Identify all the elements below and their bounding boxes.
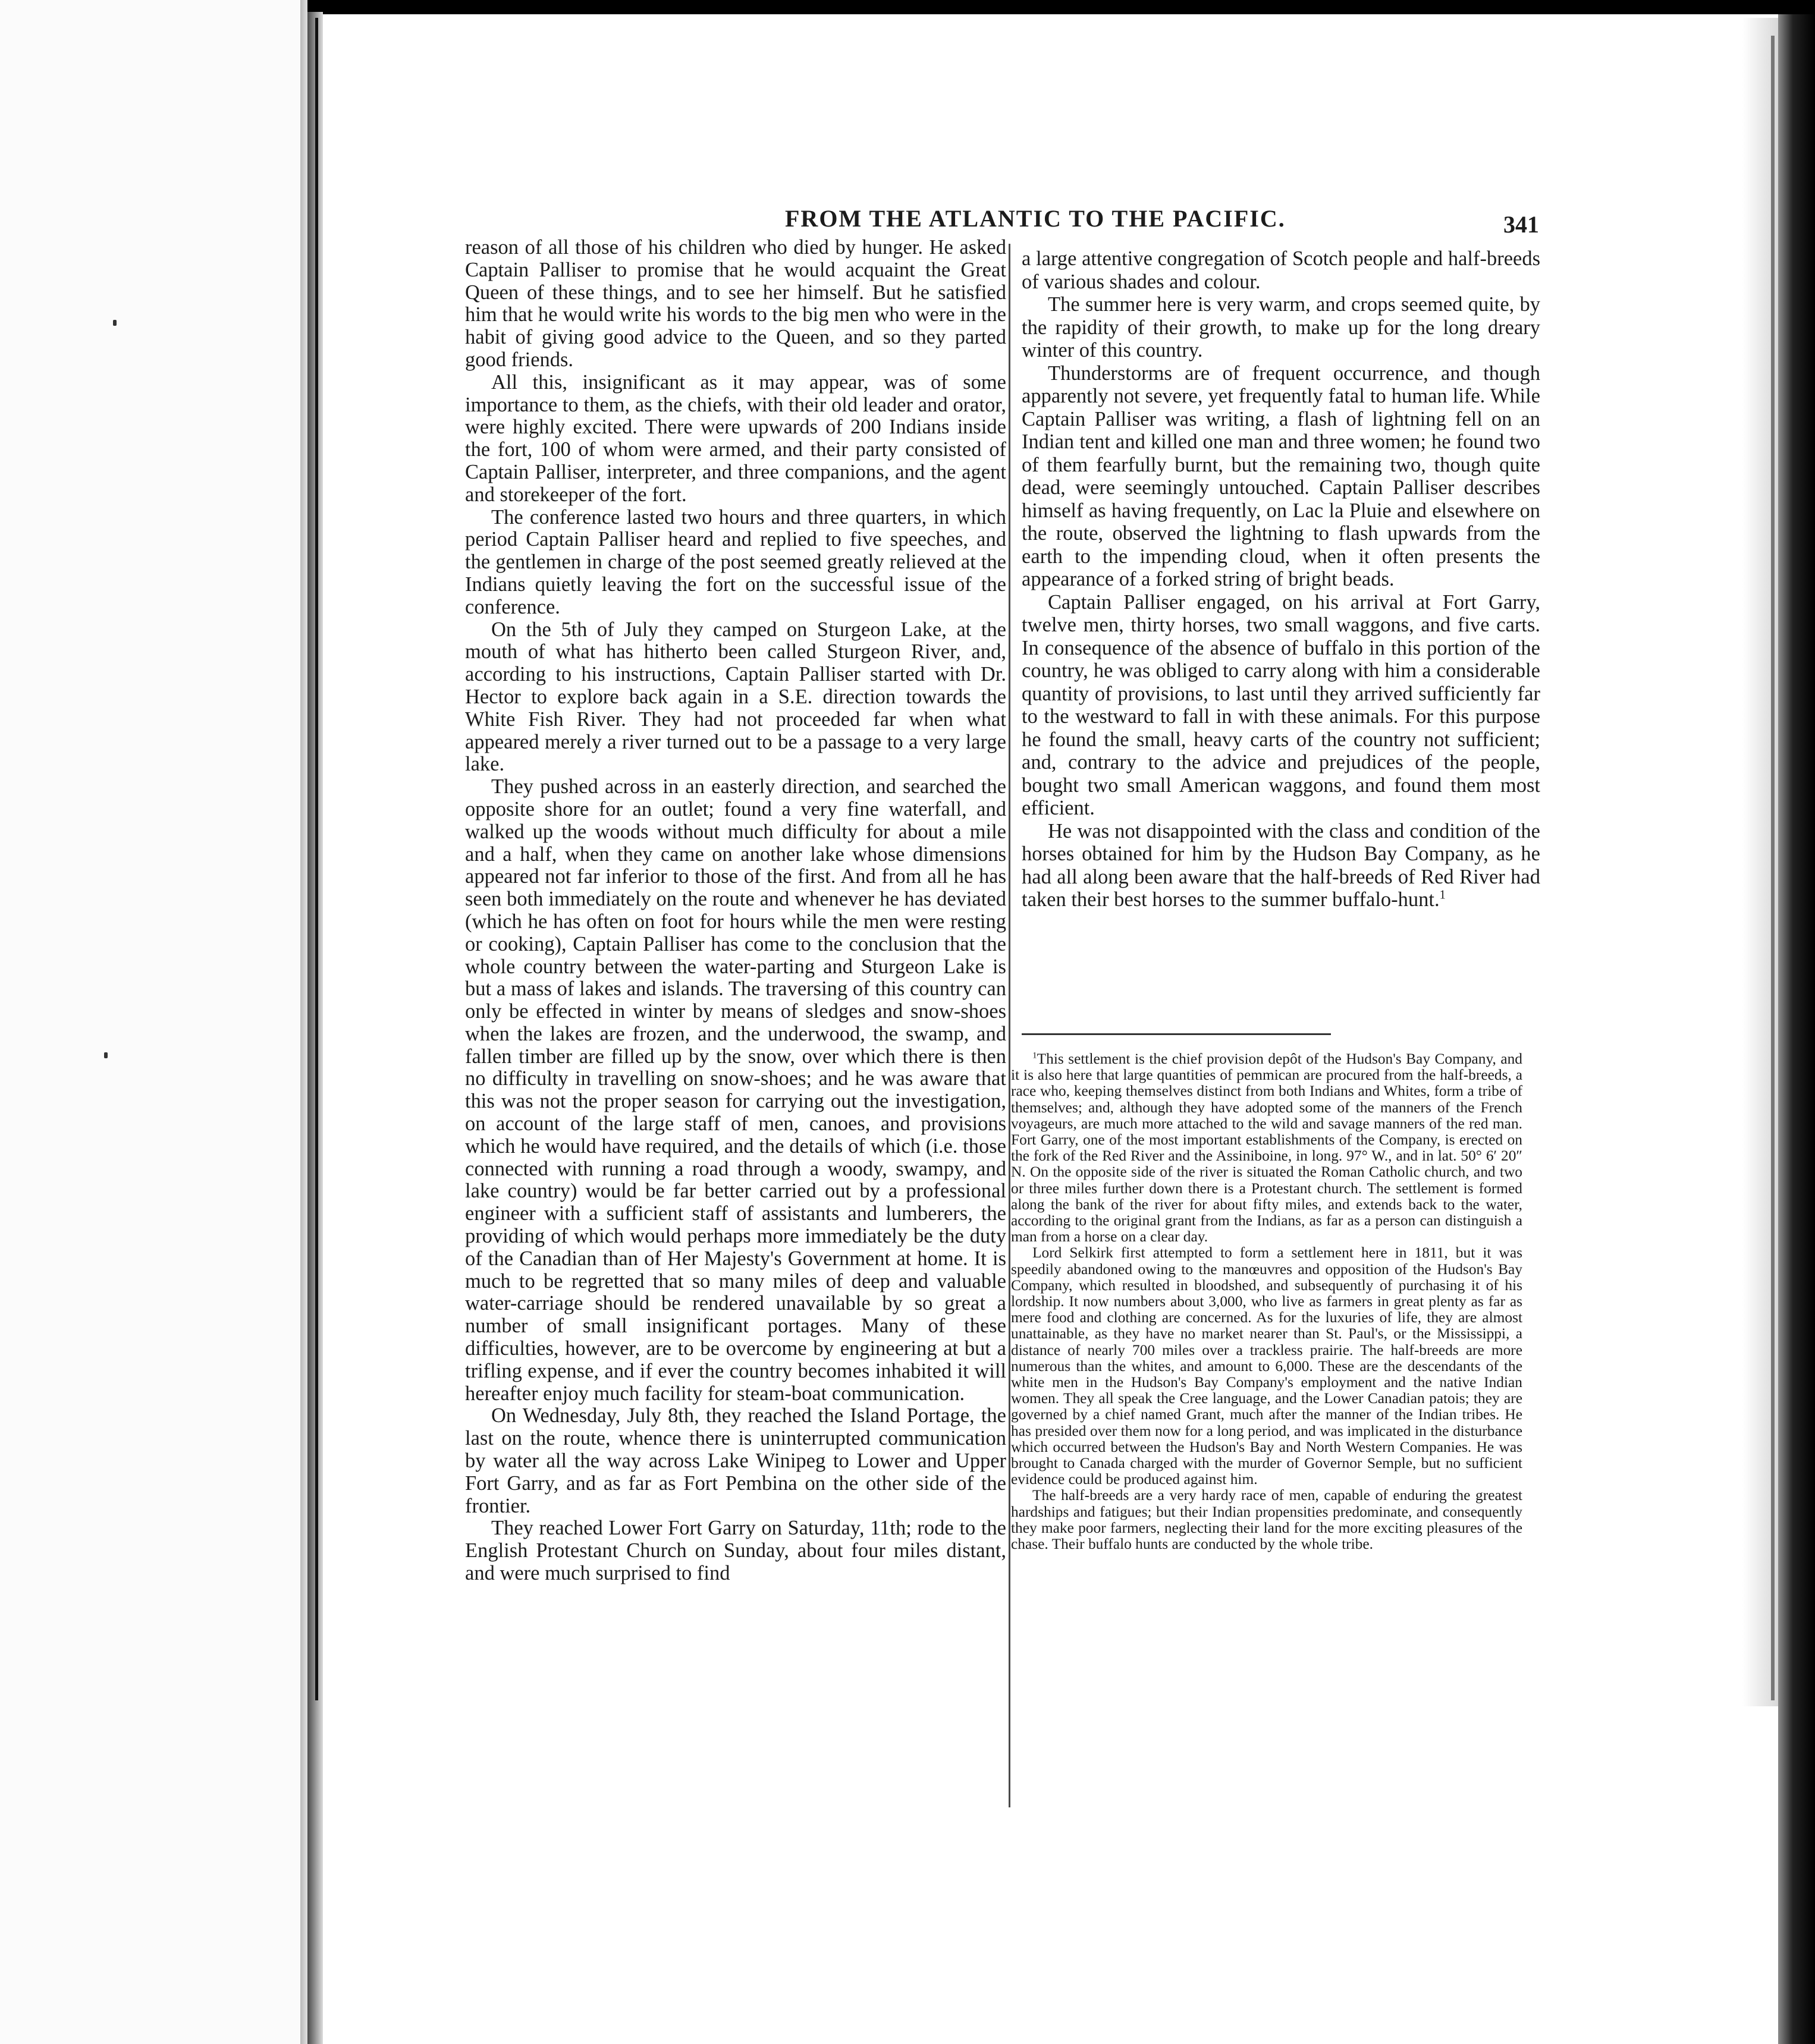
paragraph: They reached Lower Fort Garry on Saturday, 11th; rode to the English Protestant Church on Sunday, about four miles distant, and were much surprised to find — [465, 1517, 1006, 1585]
footnote: Lord Selkirk first attempted to form a settlement here in 1811, but it was speedily abandoned owing to the manœuvres and opposition of the Hudson's Bay Company, which resulted in bloodshed, and subsequently of purchasing it of his lordship. It now numbers about 3,000, who live as farmers in great plenty as far as mere food and clothing are concerned. As for the luxuries of life, they are almost unattainable, as they have no market nearer than St. Paul's, or the Mississippi, a distance of nearly 700 miles over a trackless prairie. The half-breeds are more numerous than the whites, and amount to 6,000. These are the descendants of the white men in the Hudson's Bay Company's employment and the native Indian women. They all speak the Cree language, and the Lower Canadian patois; they are governed by a chief named Grant, much after the manner of the Indian tribes. He has presided over them now for a long period, and was implicated in the disturbance which occurred between the Hudson's Bay and North Western Companies. He was brought to Canada charged with the murder of Governor Semple, but no sufficient evidence could be produced against him. — [1011, 1244, 1522, 1488]
footnotes — [1011, 1051, 1522, 1552]
facing-page-edge — [300, 0, 307, 2044]
gutter-line — [315, 18, 318, 1700]
paragraph: All this, insignificant as it may appear, was of some importance to them, as the chiefs, with their old leader and orator, were highly excited. There were upwards of 200 Indians inside the fort, 100 of whom were armed, and their party consisted of Captain Palliser, interpreter, and three companions, and the agent and storekeeper of the fort. — [465, 370, 1006, 506]
page-edge-line — [1771, 36, 1775, 1700]
paragraph: On the 5th of July they camped on Sturgeon Lake, at the mouth of what has hitherto been called Sturgeon River, and, according to his instructions, Captain Palliser started with Dr. Hector to explore back again in a S.E. direction towards the White Fish River. They had not proceeded far when what appeared merely a river turned out to be a passage to a very large lake. — [465, 618, 1006, 776]
scan-speck — [104, 1052, 108, 1058]
paragraph: They pushed across in an easterly direction, and searched the opposite shore for an outlet; found a very fine waterfall, and walked up the woods without much difficulty for about a mile and a half, when they came on another lake whose dimensions appeared not far inferior to those of the first. And from all he has seen both immediately on the route and whenever he has deviated (which he has often on foot for hours while the men were resting or cooking), Captain Palliser has come to the conclusion that the whole country between the water-parting and Sturgeon Lake is but a mass of lakes and islands. The traversing of this country can only be effected in winter by means of sledges and snow-shoes when the lakes are frozen, and the underwood, the swamp, and fallen timber are filled up by the snow, over which there is then no difficulty in travelling on snow-shoes; and he was aware that this was not the proper season for carrying out the investigation, on account of the large staff of men, canoes, and provisions which he would have required, and the details of which (i.e. those connected with running a road through a woody, swampy, and lake country) would be far better carried out by a professional engineer with a sufficient staff of assistants and lumberers, the providing of which would perhaps more immediately be the duty of the Canadian than of Her Majesty's Government at home. It is much to be regretted that so many miles of deep and valuable water-carriage should be rendered unavailable by so great a number of small insignificant portages. Many of these difficulties, however, are to be overcome by engineering at but a trifling expense, and if ever the country becomes inhabited it will hereafter enjoy much facility for steam-boat communication. — [465, 775, 1006, 1405]
footnote-marker: 1 — [1032, 1050, 1037, 1061]
page-number: 341 — [1503, 211, 1539, 238]
paragraph: reason of all those of his children who died by hunger. He asked Captain Palliser to promise that he would acquaint the Great Queen of these things, and to see her himself. But he satisfied him that he would write his words to the big men who were in the habit of giving good advice to the Queen, and so they parted good friends. — [465, 236, 1006, 371]
footnote-text: This settlement is the chief provision depôt of the Hudson's Bay Company, and it is also here that large quantities of pemmican are procured from the half-breeds, a race who, keeping themselves distinct from both Indians and Whites, form a tribe of themselves; and, although they have adopted some of the manners of the French voyageurs, are much more attached to the wild and savage manners of the red man. Fort Garry, one of the most important establishments of the Company, is erected on the fork of the Red River and the Assiniboine, in long. 97° W., and in lat. 50° 6′ 20″ N. On the opposite side of the river is situated the Roman Catholic church, and two or three miles further down there is a Protestant church. The settlement is formed along the bank of the river for about fifty miles, and extends back to the water, according to the original grant from the Indians, as far as a person can distinguish a man from a horse on a clear day. — [1011, 1051, 1522, 1246]
footnote-divider — [1022, 1033, 1331, 1035]
paragraph-text: He was not disappointed with the class and condition of the horses obtained for him by the Hudson Bay Company, as he had all along been aware that the half-breeds of Red River had taken their best horses to the summer buffalo-hunt. — [1022, 819, 1540, 911]
column-divider — [1009, 244, 1010, 1807]
paragraph: Thunderstorms are of frequent occurrence, and though apparently not severe, yet frequently fatal to human life. While Captain Palliser was writing, a flash of lightning fell on an Indian tent and killed one man and three women; he found two of them fearfully burnt, but the remaining two, though quite dead, were seemingly untouched. Captain Palliser describes himself as having frequently, on Lac la Pluie and elsewhere on the route, observed the lightning to flash upwards from the earth to the impending cloud, when it often presents the appearance of a forked string of bright beads. — [1022, 361, 1540, 590]
footnote: The half-breeds are a very hardy race of men, capable of enduring the greatest hardships and fatigues; but their Indian propensities predominate, and consequently they make poor farmers, neglecting their land for the more exciting pleasures of the chase. Their buffalo hunts are conducted by the whole tribe. — [1011, 1487, 1522, 1553]
paragraph — [1022, 820, 1540, 911]
paragraph: On Wednesday, July 8th, they reached the Island Portage, the last on the route, whence there is uninterrupted communication by water all the way across Lake Winipeg to Lower and Upper Fort Garry, and as far as Fort Pembina on the other side of the frontier. — [465, 1404, 1006, 1517]
scan-border-right — [1778, 14, 1815, 2044]
left-text-column — [465, 237, 1006, 1585]
footnote-reference: 1 — [1439, 888, 1446, 902]
right-text-column — [1022, 247, 1540, 911]
facing-page-blank — [0, 0, 300, 2044]
scan-speck — [113, 320, 117, 326]
running-title: FROM THE ATLANTIC TO THE PACIFIC. — [785, 205, 1286, 232]
paragraph: Captain Palliser engaged, on his arrival at Fort Garry, twelve men, thirty horses, two small waggons, and five carts. In consequence of the absence of buffalo in this portion of the country, he was obliged to carry along with him a considerable quantity of provisions, to last until they arrived sufficiently far to the westward to fall in with these animals. For this purpose he found the small, heavy carts of the country not sufficient; and, contrary to the advice and prejudices of the people, bought two small American waggons, and found them most efficient. — [1022, 590, 1540, 819]
paragraph: a large attentive congregation of Scotch people and half-breeds of various shades and colour. — [1022, 247, 1540, 293]
footnote — [1011, 1051, 1522, 1245]
paragraph: The conference lasted two hours and three quarters, in which period Captain Palliser heard and replied to five speeches, and the gentlemen in charge of the post seemed greatly relieved at the Indians quietly leaving the fort on the successful issue of the conference. — [465, 505, 1006, 618]
paragraph: The summer here is very warm, and crops seemed quite, by the rapidity of their growth, to make up for the long dreary winter of this country. — [1022, 293, 1540, 361]
